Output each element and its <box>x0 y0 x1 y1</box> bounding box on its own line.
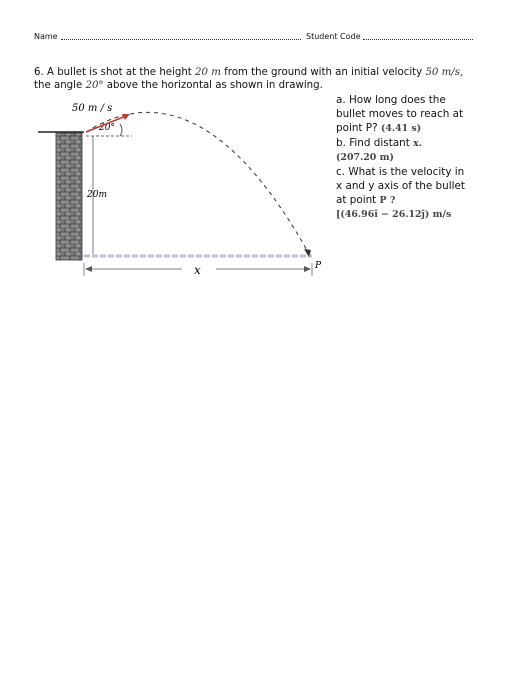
question-line2-b: above the horizontal as shown in drawing. <box>103 80 323 91</box>
subq-b-line1: b. Find distant <box>336 137 414 149</box>
subq-a-line3: point P? <box>336 122 381 134</box>
question-line1-b: from the ground with an initial velocity <box>220 67 426 78</box>
subq-c-line3: at point <box>336 194 380 206</box>
angle-label: 20° <box>99 123 115 133</box>
student-code-label: Student Code <box>306 32 361 41</box>
point-label: P <box>315 261 322 271</box>
subq-c-line1: c. What is the velocity in <box>336 166 465 178</box>
answer-a: (4.41 s) <box>380 123 422 134</box>
distance-arrow-right <box>304 266 311 272</box>
trajectory-path <box>86 112 308 252</box>
question-line2-a: the angle <box>34 80 86 91</box>
subq-b-variable: x. <box>413 138 422 149</box>
velocity-value: 50 m/s, <box>425 67 464 78</box>
subq-c-line2: x and y axis of the bullet <box>336 180 465 192</box>
question-number: 6. <box>34 67 44 78</box>
distance-label: x <box>194 263 201 277</box>
angle-value: 20° <box>85 80 104 91</box>
velocity-label: 50 m / s <box>72 103 113 114</box>
answer-c: [(46.96î − 26.12ĵ) m/s <box>336 209 452 220</box>
stone-wall <box>56 133 82 260</box>
distance-arrow-left <box>85 266 92 272</box>
height-label: 20m <box>87 190 107 200</box>
name-label: Name <box>34 32 58 41</box>
answer-b: (207.20 m) <box>336 152 394 163</box>
angle-arc <box>120 124 122 136</box>
subq-a-line1: a. How long does the <box>336 94 446 106</box>
subq-c-point: P ? <box>379 195 396 206</box>
subq-a-line2: bullet moves to reach at <box>336 108 464 120</box>
question-line1-a: A bullet is shot at the height <box>46 67 196 78</box>
height-value: 20 m <box>195 67 221 78</box>
